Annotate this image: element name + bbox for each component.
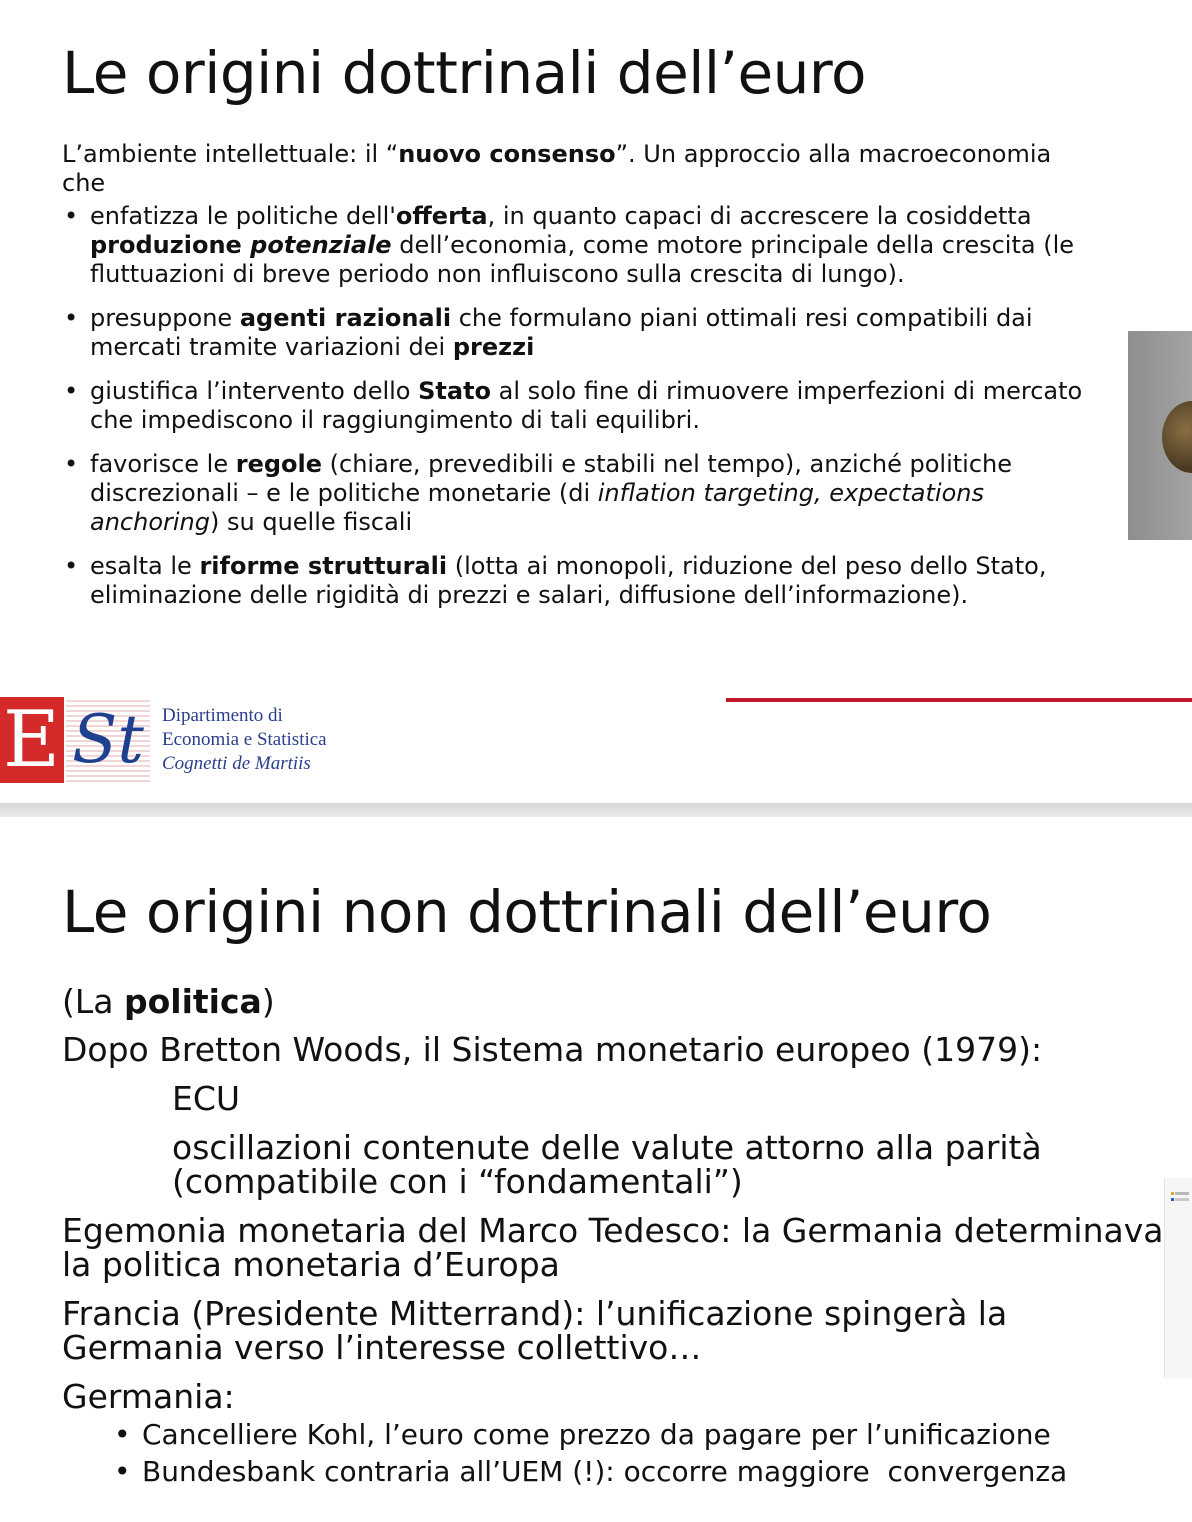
bullet-item-agenti	[62, 304, 1102, 362]
coin-image	[1162, 401, 1192, 473]
logo-letters-st: St	[66, 697, 150, 783]
germania-item-text: Cancelliere Kohl, l’euro come prezzo da pagare per l’unificazione	[142, 1418, 1051, 1451]
slide-title: Le origini non dottrinali dell’euro	[62, 878, 992, 946]
politica-keyword: politica	[123, 982, 262, 1021]
logo-caption	[162, 704, 327, 776]
bullet-keyword: potenziale	[250, 231, 392, 259]
bullet-text: presuppone	[90, 304, 240, 332]
germania-item-kohl	[114, 1416, 1172, 1453]
intro-text: ”. Un approccio alla macroeconomia che	[62, 140, 1052, 197]
thumbnail-dot	[1171, 1198, 1174, 1201]
logo-letter-e: E	[0, 697, 64, 783]
bullet-item-offerta	[62, 202, 1102, 289]
coin-photo	[1128, 331, 1192, 540]
bullet-icon: •	[64, 202, 79, 230]
bullet-keyword: produzione	[90, 231, 251, 259]
bullet-italic: inflation targeting, expectations anchoring	[90, 479, 984, 536]
bullet-text: (lotta ai monopoli, riduzione del peso dello Stato, eliminazione delle rigidità di prezzi e salari, diffusione dell’informazione).	[90, 552, 1047, 609]
bullet-icon: •	[114, 1455, 131, 1488]
bullet-item-regole	[62, 450, 1102, 537]
bullet-item-riforme	[62, 552, 1102, 610]
germania-list	[62, 1416, 1172, 1490]
intro-text: L’ambiente intellettuale: il “	[62, 140, 399, 168]
intro-keyword: nuovo consenso	[398, 140, 616, 168]
slide-body	[62, 140, 1102, 625]
bullet-keyword: prezzi	[452, 333, 535, 361]
slide-non-dottrinali	[0, 817, 1192, 1522]
bullet-text: dell’economia, come motore principale della crescita (le fluttuazioni di breve periodo non influiscono sulla crescita di lungo).	[90, 231, 1074, 288]
bullet-keyword: riforme strutturali	[199, 552, 448, 580]
germania-item-bundesbank	[114, 1453, 1172, 1490]
bullet-text: favorisce le	[90, 450, 236, 478]
bullet-keyword: agenti razionali	[239, 304, 452, 332]
bullet-icon: •	[64, 377, 79, 405]
bullet-icon: •	[64, 552, 79, 580]
francia-line: Francia (Presidente Mitterrand): l’unificazione spingerà la Germania verso l’interesse collettivo…	[62, 1294, 1008, 1367]
bullet-list	[62, 202, 1102, 610]
bullet-text: , in quanto capaci di accrescere la cosiddetta	[487, 202, 1032, 230]
intro-paragraph	[62, 140, 1102, 198]
bullet-icon: •	[114, 1418, 131, 1451]
logo-line-1: Dipartimento di	[162, 705, 283, 726]
bullet-icon: •	[64, 450, 79, 478]
bullet-item-stato	[62, 377, 1102, 435]
bullet-text: al solo fine di rimuovere imperfezioni di mercato che impediscono il raggiungimento di tali equilibri.	[90, 377, 1083, 434]
germania-line: Germania:	[62, 1377, 235, 1416]
logo-line-3: Cognetti de Martiis	[162, 753, 311, 774]
bullet-text: enfatizza le politiche dell'	[90, 202, 396, 230]
oscillazioni-line: oscillazioni contenute delle valute attorno alla parità (compatibile con i “fondamentali”)	[172, 1128, 1042, 1201]
thumbnail-line	[1175, 1198, 1189, 1201]
bullet-icon: •	[64, 304, 79, 332]
ecu-line: ECU	[172, 1079, 241, 1118]
bretton-woods-line: Dopo Bretton Woods, il Sistema monetario europeo (1979):	[62, 1030, 1043, 1069]
slide-body	[62, 982, 1172, 1490]
politica-line	[62, 982, 1172, 1021]
bullet-text: giustifica l’intervento dello	[90, 377, 419, 405]
bullet-text: che formulano piani ottimali resi compatibili dai mercati tramite variazioni dei	[90, 304, 1033, 361]
side-thumbnail	[1164, 1178, 1192, 1378]
logo-line-2: Economia e Statistica	[162, 729, 327, 750]
bullet-text: esalta le	[90, 552, 200, 580]
slide-separator	[0, 803, 1192, 817]
bullet-keyword: Stato	[418, 377, 492, 405]
politica-text: (La	[62, 982, 124, 1021]
bullet-text: ) su quelle fiscali	[210, 508, 413, 536]
accent-divider	[726, 698, 1192, 702]
egemonia-line: Egemonia monetaria del Marco Tedesco: la Germania determinava la politica monetaria d’Europa	[62, 1211, 1164, 1284]
politica-text: )	[261, 982, 275, 1021]
bullet-keyword: offerta	[395, 202, 488, 230]
germania-item-text: Bundesbank contraria all’UEM (!): occorre maggiore convergenza	[142, 1455, 1068, 1488]
thumbnail-dot	[1171, 1192, 1174, 1195]
slide-title: Le origini dottrinali dell’euro	[62, 39, 866, 107]
bullet-keyword: regole	[235, 450, 323, 478]
bullet-text: (chiare, prevedibili e stabili nel tempo), anziché politiche discrezionali – e le politiche monetarie (di	[90, 450, 1012, 507]
thumbnail-line	[1175, 1192, 1189, 1195]
